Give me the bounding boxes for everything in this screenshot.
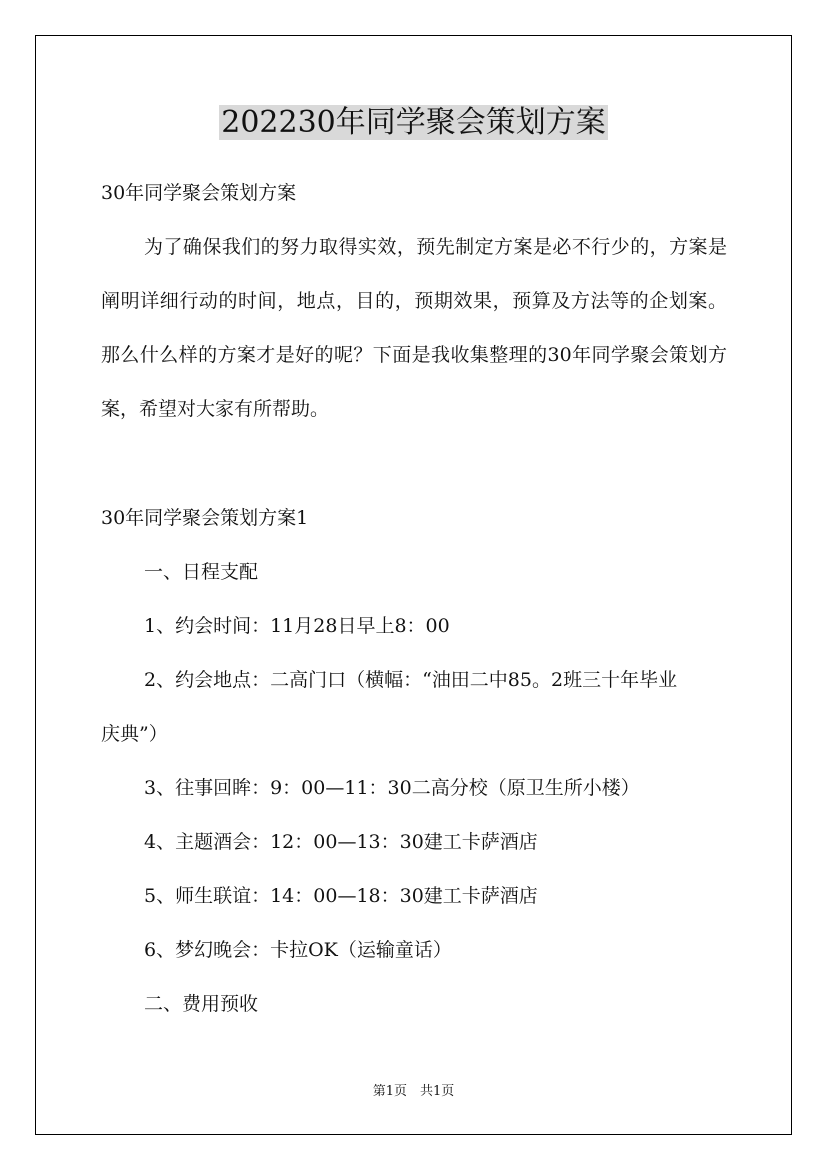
section-title: 30年同学聚会策划方案1 [101,507,309,529]
heading-budget: 二、费用预收 [144,993,259,1015]
list-item: 6、梦幻晚会：卡拉OK（运输童话） [144,939,452,961]
document-title [0,100,827,146]
list-item: 2、约会地点：二高门口（横幅：“油田二中85。2班三十年毕业 [144,669,678,691]
list-item: 5、师生联谊：14：00—18：30建工卡萨酒店 [144,885,538,907]
list-item-continuation: 庆典”） [101,723,168,745]
intro-paragraph: 为了确保我们的努力取得实效，预先制定方案是必不行少的，方案是阐明详细行动的时间，地点，目的，预期效果，预算及方法等的企划案。那么什么样的方案才是好的呢？下面是我收集整理的30年同学聚会策划方案，希望对大家有所帮助。 [101,236,727,420]
list-item: 4、主题酒会：12：00—13：30建工卡萨酒店 [144,831,538,853]
heading-schedule: 一、日程支配 [144,561,259,583]
list-item: 1、约会时间：11月28日早上8：00 [144,615,450,637]
list-item: 3、往事回眸：9：00—11：30二高分校（原卫生所小楼） [144,777,640,799]
title-text: 202230年同学聚会策划方案 [221,105,606,140]
subtitle: 30年同学聚会策划方案 [101,182,297,204]
page-number: 第1页 共1页 [372,1084,455,1099]
